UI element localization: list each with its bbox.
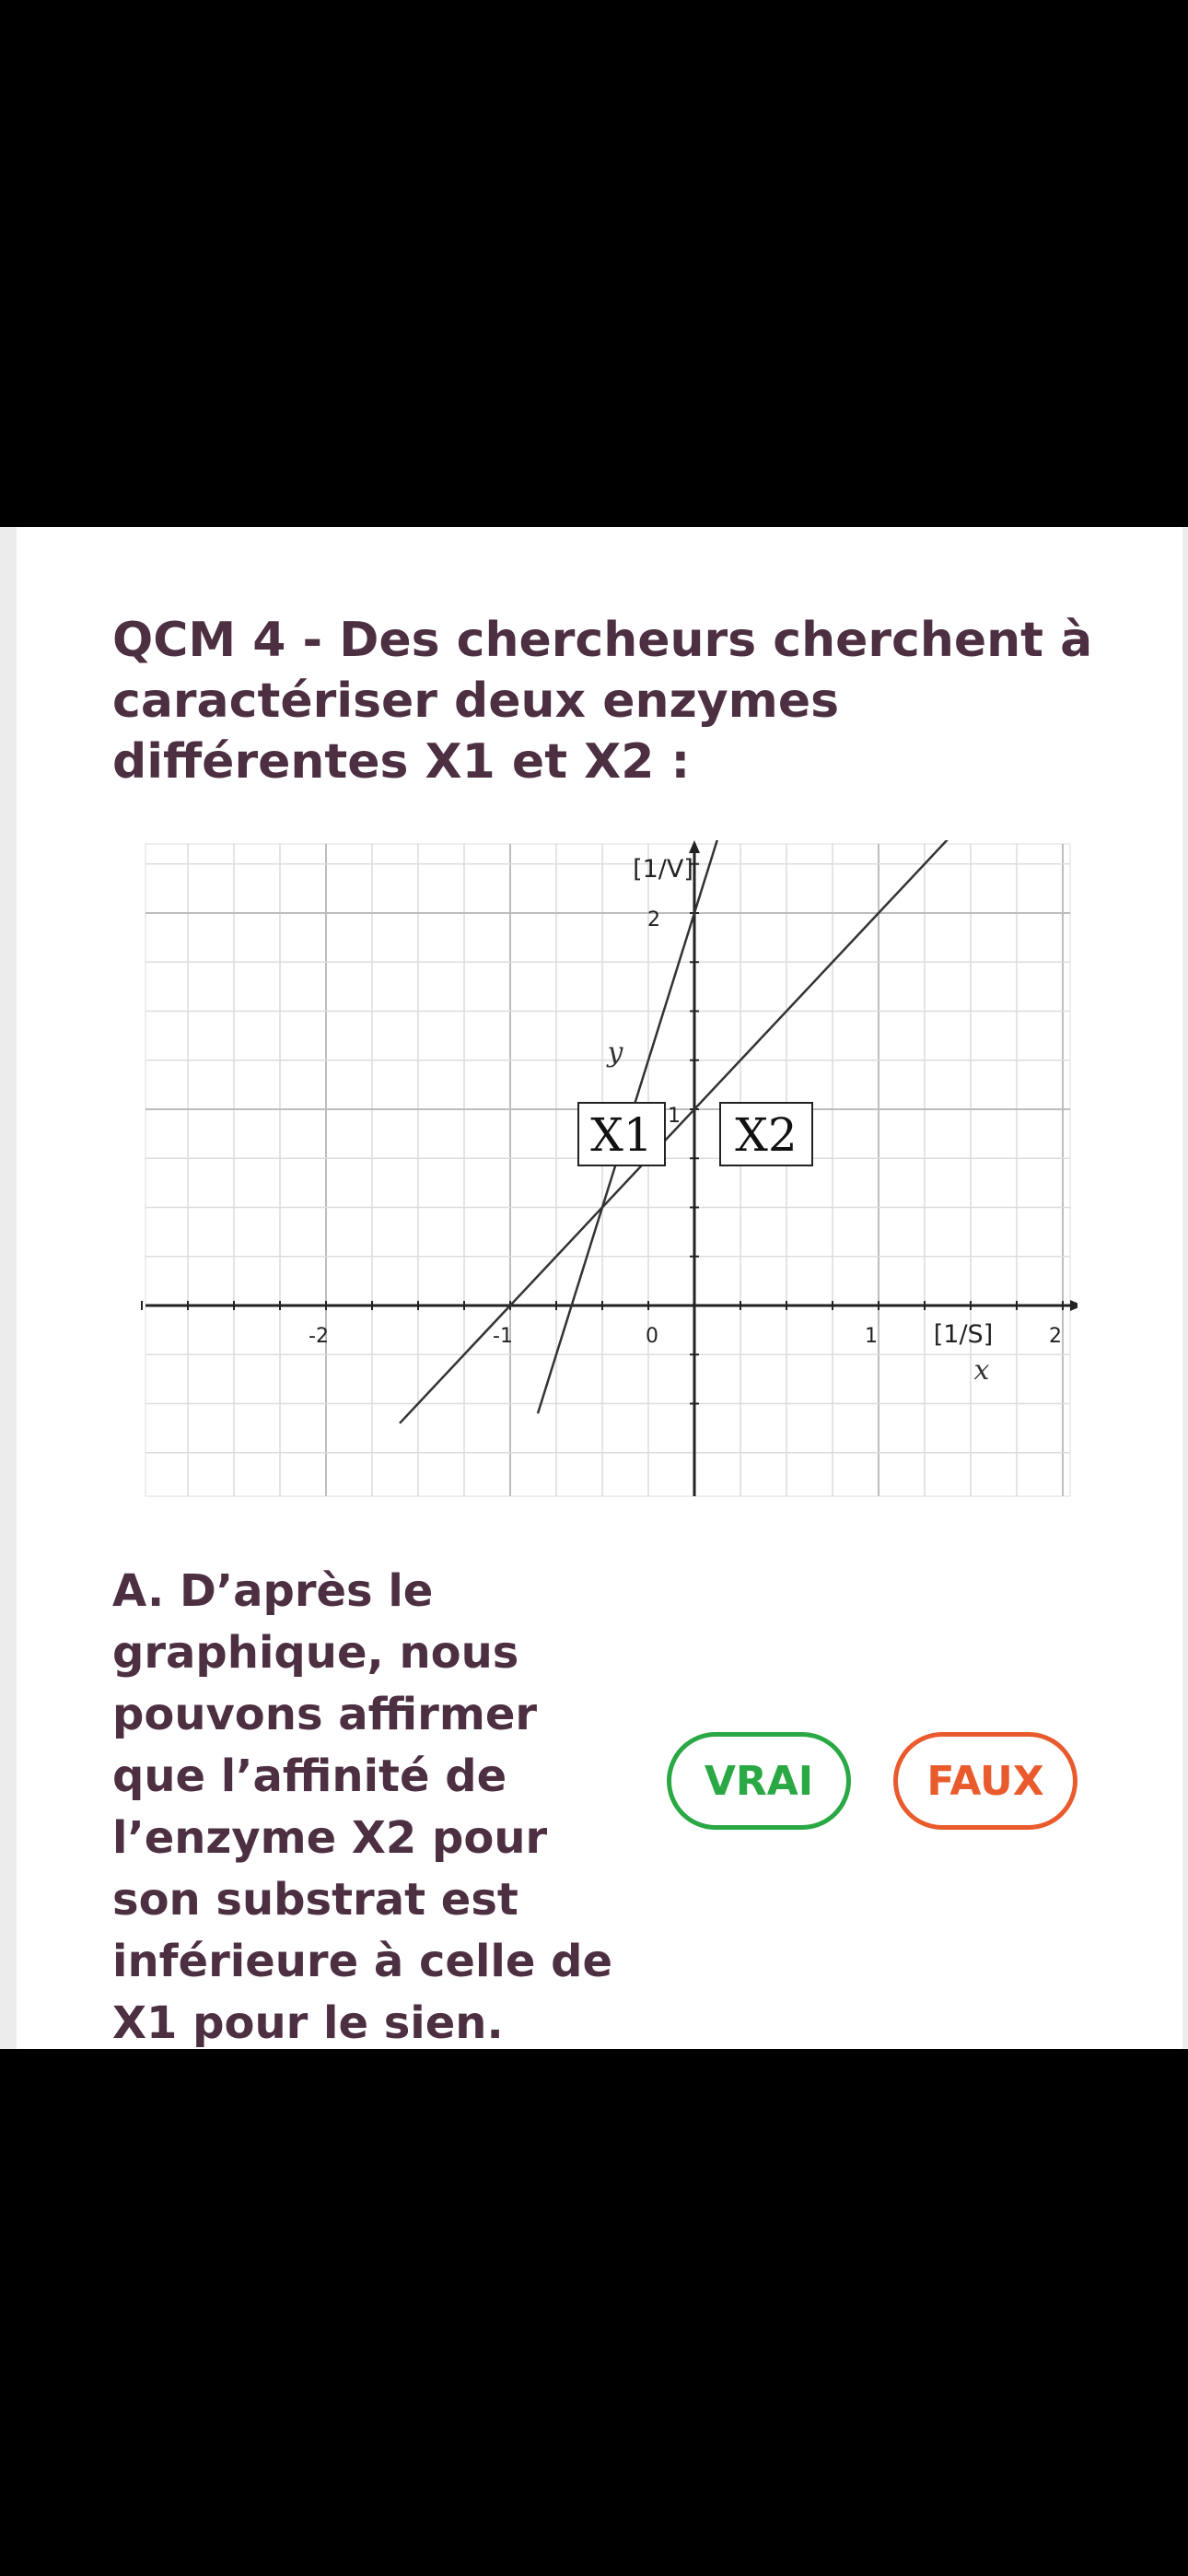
y-variable-label: y <box>607 1036 623 1069</box>
card-edge-right <box>1182 527 1188 2049</box>
card-edge-left <box>0 527 17 2049</box>
x-variable-label: x <box>973 1354 990 1387</box>
x-axis-label: [1/S] <box>933 1320 994 1349</box>
answer-statement: A. D’après le graphique, nous pouvons affirmer que l’affinité de l’enzyme X2 pour son substrat est inférieure à celle de X1 pour le sien. <box>112 1565 613 2049</box>
y-tick-label: 1 <box>668 1105 681 1128</box>
question-title: QCM 4 - Des chercheurs cherchent à caractériser deux enzymes différentes X1 et X2 : <box>112 613 1093 790</box>
y-axis-label: [1/V] <box>633 855 693 884</box>
x-axis-arrow <box>1070 1300 1077 1311</box>
false-button[interactable]: FAUX <box>893 1732 1077 1830</box>
y-tick-label: 2 <box>647 908 660 931</box>
series-label-x1: X1 <box>590 1108 653 1162</box>
chart-svg <box>138 840 1077 1498</box>
chart-grid <box>146 844 1070 1496</box>
x-tick-label: 2 <box>1049 1325 1062 1348</box>
lineweaver-burk-chart <box>138 840 1077 1498</box>
x-tick-label: 1 <box>865 1325 878 1348</box>
x-tick-label: -1 <box>493 1325 513 1348</box>
x-tick-label: -2 <box>309 1325 329 1348</box>
series-label-x2: X2 <box>735 1108 798 1162</box>
plot-area <box>146 844 1070 1496</box>
x-tick-label: 0 <box>646 1325 658 1348</box>
question-card <box>0 527 1188 2049</box>
true-button[interactable]: VRAI <box>667 1732 851 1830</box>
